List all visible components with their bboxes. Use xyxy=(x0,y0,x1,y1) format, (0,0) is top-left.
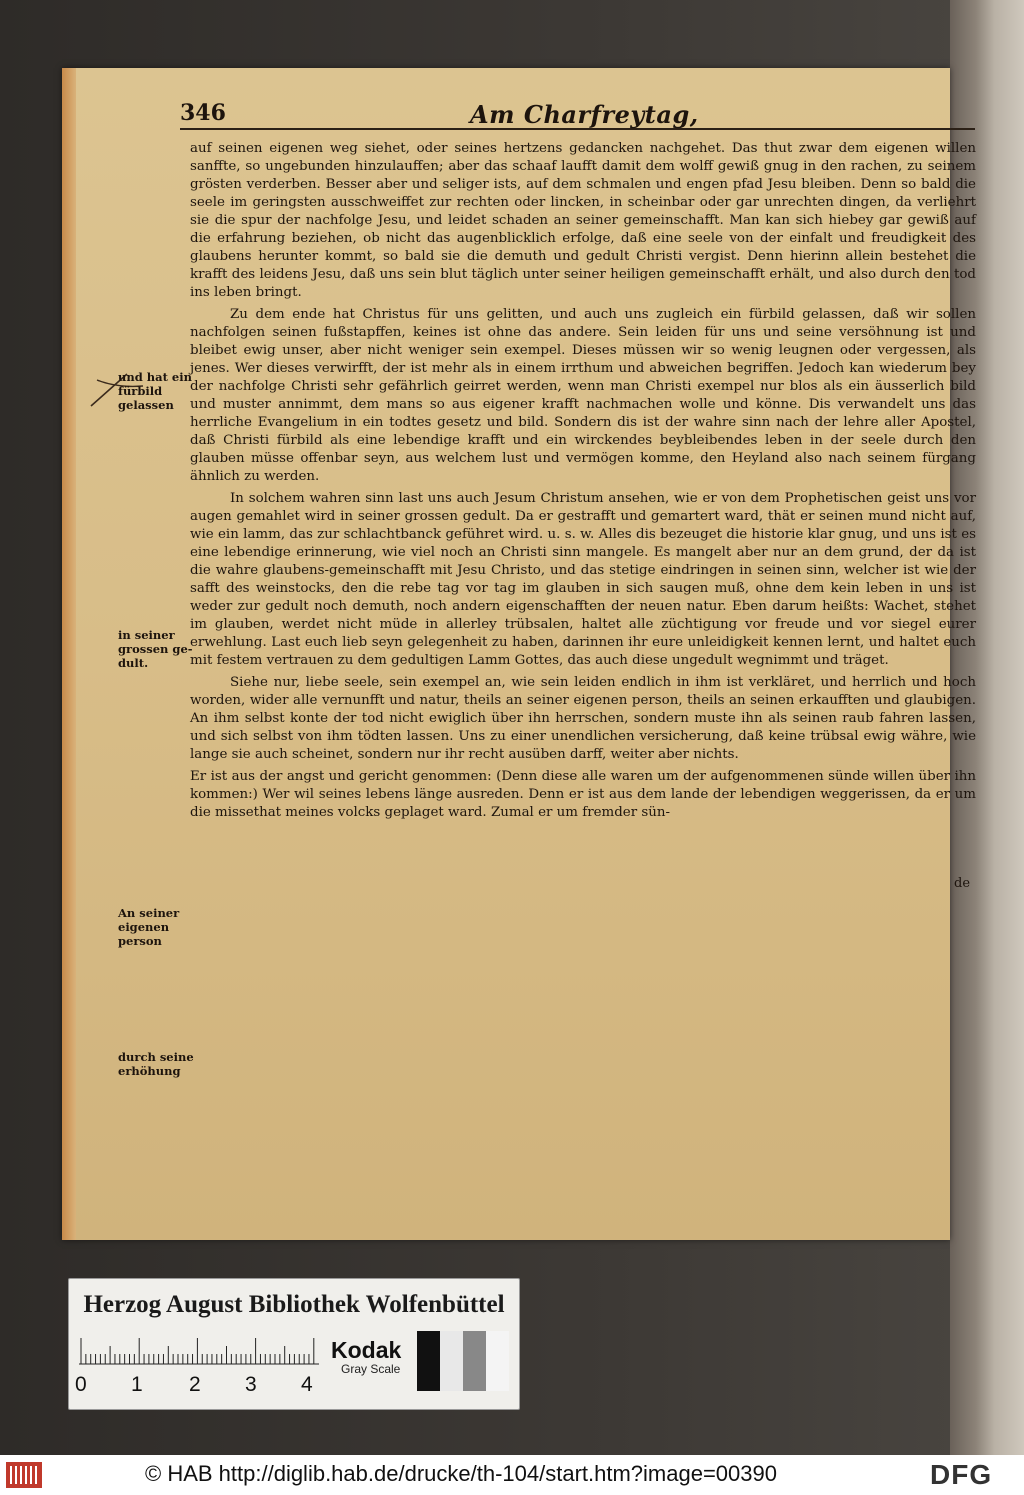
scale-number: 3 xyxy=(245,1373,257,1396)
margin-note-erhoehung: durch seine erhöhung xyxy=(118,1050,194,1078)
page-number: 346 xyxy=(180,100,226,126)
page-header-title: Am Charfreytag, xyxy=(470,100,699,129)
paragraph: Zu dem ende hat Christus für uns gelitten, und auch uns zugleich ein fürbild gelassen, daß wir sollen nachfolgen seinen fußstapffen, keines ist ohne das andere. Sein leiden für uns und seine versöhnung ist und bleibet ewig unser, aber nicht weniger sein exempel. Dieses müssen wir so wenig leugnen oder vergessen, als jenes. Wer dieses verwirfft, der ist mehr als in einem irrthum und abweichen begriffen. Jedoch kan wiederum bey der nachfolge Christi sehr gefährlich geirret werden, wenn man Christi exempel nur blos als ein äusserlich bild und muster annimmt, dem mans so aus eigener krafft nachmachen wolle und könne. Dis verwandelt uns das herrliche Evangelium in ein todtes gesetz und bild. Sondern dis ist der wahre sinn nach der lehre aller Apostel, daß Christi fürbild als eine lebendige krafft und ein wirckendes beybleibendes leben in der seele durch den glauben müsse offenbar seyn, aus welchem lust und vermögen komme, den Heyland also nach seinem fürgang ähnlich zu werden. xyxy=(190,307,976,484)
hab-barcode-logo-icon xyxy=(6,1462,42,1488)
margin-note-gedult: in seiner grossen ge-dult. xyxy=(118,628,193,670)
gray-scale-label: Gray Scale xyxy=(341,1362,401,1376)
page-edge-stain xyxy=(62,68,76,1240)
catchword: de xyxy=(954,876,971,891)
body-text xyxy=(190,140,976,826)
scale-ruler xyxy=(79,1331,319,1365)
paragraph: Er ist aus der angst und gericht genommen: (Denn diese alle waren um der aufgenommenen sünde willen über ihn kommen:) Wer wil seines lebens länge ausreden. Denn er ist aus dem lande der lebendigen weggerissen, da er um die missethat meines volcks geplaget ward. Zumal er um fremder sün- xyxy=(190,769,976,820)
copyright-link[interactable]: © HAB http://diglib.hab.de/drucke/th-104/start.htm?image=00390 xyxy=(145,1461,777,1486)
paragraph: auf seinen eigenen weg siehet, oder seines hertzens gedancken nachgehet. Das thut zwar dem eigenen willen sanffte, so ungebunden hinzulauffen; aber das schaaf laufft damit dem wolff gewiß gnug in den rachen, zu seinem grösten verderben. Besser aber und seliger ists, auf dem schmalen und engen pfad Jesu bleiben. Denn so bald die seele im geringsten ausschweiffet zur rechten oder lincken, in scheinbar oder gar unrechten dingen, da verliehrt sie die spur der nachfolge Jesu, und leidet schaden an seiner gemeinschafft. Man kan sich hiebey gar gewiß auf die erfahrung beziehen, ob nicht das augenblicklich erfolge, daß eine seele von der einfalt und freudigkeit des glaubens herunter kommt, so bald sie die demuth und gedult Christi vergist. Denn hierinn allein bestehet die krafft des leidens Jesu, daß uns sein blut täglich unter seiner heiligen gemeinschafft erhält, und also durch den tod ins leben bringt. xyxy=(190,141,976,300)
gray-scale-patches xyxy=(417,1331,509,1391)
paragraph: Siehe nur, liebe seele, sein exempel an, wie sein leiden endlich in ihm ist verkläret, und herrlich und hoch worden, wider alle vernunfft und natur, theils an seiner eigenen person, theils an seinen erkaufften und glaubigen. An ihm selbst konte der tod nicht ewiglich über ihn herrschen, sondern muste ihn als seinen raub fahren lassen, und sich selbst von ihm tödten lassen. Uns zu einer unendlichen versicherung, daß keine trübsal ewig währe, wie lange sie auch scheinet, sondern nur ihr recht ausüben darff, weiter aber nichts. xyxy=(190,675,976,762)
gray-patch-black xyxy=(417,1331,440,1391)
scale-number: 1 xyxy=(131,1373,143,1396)
scale-number: 2 xyxy=(189,1373,201,1396)
paragraph: In solchem wahren sinn last uns auch Jesum Christum ansehen, wie er von dem Prophetischen geist uns vor augen gemahlet wird in seiner grossen gedult. Da er gestrafft und gemartert ward, thät er seinen mund nicht auf, wie ein lamm, das zur schlachtbanck geführet wird. u. s. w. Alles dis bezeuget die historie klar gnug, und uns ist es eine lebendige erinnerung, wie viel noch an Christi sinn mangele. Es mangelt aber nur an dem grund, der da ist die wahre glaubens-gemeinschafft mit Jesu Christo, und das stetige eindringen in seinen sinn, welcher ist wie der safft des weinstocks, den die rebe tag vor tag im glauben in sich saugen muß, ohne dem kein leben in uns ist weder zur gedult noch demuth, noch andern eigenschafften der neuen natur. Eben darum heißts: Wachet, stehet im glauben, werdet nicht müde in allerley trübsalen, haltet alle züchtigung vor freude und vor siegel eurer erwehlung. Last euch lieb seyn gelegenheit zu haben, darinnen ihr eure unleidigkeit kennen lernt, und haltet euch mit festem vertrauen zu dem gedultigen Lamm Gottes, das auch diese ungedult wegnimmt und träget. xyxy=(190,491,976,668)
scale-number: 0 xyxy=(75,1373,87,1396)
margin-note-person: An seiner eigenen person xyxy=(118,906,180,948)
scale-number: 4 xyxy=(301,1373,313,1396)
dfg-logo: DFG xyxy=(930,1459,993,1490)
footer-bar xyxy=(0,1455,1024,1495)
gray-patch-mid xyxy=(463,1331,486,1391)
margin-note-fuerbild: und hat ein fürbild gelassen xyxy=(118,370,192,412)
book-page xyxy=(62,68,976,1240)
institution-name: Herzog August Bibliothek Wolfenbüttel xyxy=(83,1291,505,1318)
gray-patch-light xyxy=(440,1331,463,1391)
kodak-gray-scale-card xyxy=(68,1278,520,1410)
running-head xyxy=(180,98,975,130)
kodak-brand: Kodak xyxy=(331,1337,402,1363)
gray-patch-white xyxy=(486,1331,509,1391)
